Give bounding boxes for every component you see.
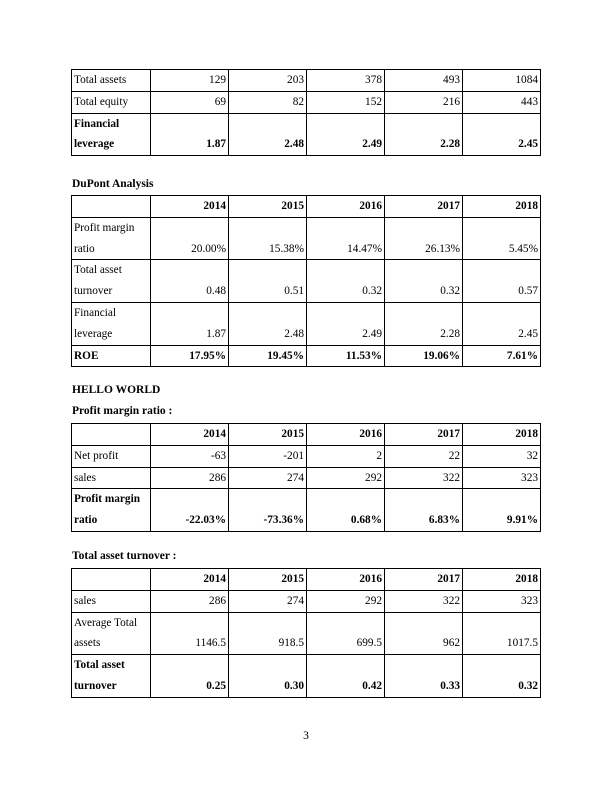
table-cell: 0.32 (307, 260, 385, 303)
section-heading-dupont: DuPont Analysis (72, 178, 154, 190)
header-cell-empty (72, 424, 151, 446)
table-cell: 286 (151, 467, 229, 489)
header-cell-empty (72, 196, 151, 218)
row-label-line: Total asset (74, 264, 122, 277)
table-cell: 26.13% (385, 217, 463, 260)
header-cell: 2018 (463, 424, 541, 446)
table-cell: 0.48 (151, 260, 229, 303)
table-header-row (72, 569, 541, 591)
header-cell: 2015 (229, 569, 307, 591)
asset-turnover-table (71, 568, 541, 698)
table-cell: 274 (229, 467, 307, 489)
header-cell: 2017 (385, 196, 463, 218)
table-cell: 6.83% (385, 489, 463, 532)
row-label-line: Financial (74, 117, 120, 130)
header-cell: 2015 (229, 196, 307, 218)
table-cell: 0.51 (229, 260, 307, 303)
table-cell: 443 (463, 91, 541, 113)
section-heading-asset-turnover: Total asset turnover : (72, 550, 177, 562)
table-cell: 2.28 (385, 302, 463, 345)
table-cell: 216 (385, 91, 463, 113)
table-row (72, 612, 541, 655)
table-cell: -63 (151, 445, 229, 467)
row-label: ROE (72, 345, 151, 367)
table-row (72, 489, 541, 532)
table-cell: 274 (229, 590, 307, 612)
table-cell: 2 (307, 445, 385, 467)
table-cell: 17.95% (151, 345, 229, 367)
header-cell: 2016 (307, 569, 385, 591)
row-label (72, 217, 151, 260)
profit-margin-table (71, 423, 541, 532)
header-cell: 2014 (151, 569, 229, 591)
row-label (72, 612, 151, 655)
table-cell: 0.32 (463, 655, 541, 698)
row-label (72, 113, 151, 156)
row-label (72, 489, 151, 532)
row-label-line: Profit margin (74, 493, 140, 506)
table-cell: 19.06% (385, 345, 463, 367)
row-label: sales (72, 467, 151, 489)
table-cell: 2.45 (463, 302, 541, 345)
table-cell: 286 (151, 590, 229, 612)
table-cell: 0.68% (307, 489, 385, 532)
table-cell: 0.33 (385, 655, 463, 698)
table-cell: -201 (229, 445, 307, 467)
table-cell: 0.32 (385, 260, 463, 303)
table-cell: 152 (307, 91, 385, 113)
table-cell: 1084 (463, 70, 541, 92)
table-row (72, 91, 541, 113)
table-cell: 20.00% (151, 217, 229, 260)
row-label-line: ratio (74, 242, 95, 255)
table-row (72, 345, 541, 367)
row-label-line: leverage (74, 138, 115, 151)
header-cell: 2017 (385, 424, 463, 446)
row-label-line: Average Total (74, 616, 138, 629)
table-row (72, 655, 541, 698)
table-cell: 7.61% (463, 345, 541, 367)
table-cell: 962 (385, 612, 463, 655)
row-label: Total equity (72, 91, 151, 113)
table-cell: 203 (229, 70, 307, 92)
table-cell: 699.5 (307, 612, 385, 655)
leverage-table (71, 69, 541, 156)
row-label: Total assets (72, 70, 151, 92)
table-row (72, 302, 541, 345)
table-row (72, 70, 541, 92)
table-cell: 292 (307, 467, 385, 489)
table-cell: 322 (385, 590, 463, 612)
page-number: 3 (303, 730, 309, 742)
row-label: sales (72, 590, 151, 612)
table-cell: -22.03% (151, 489, 229, 532)
table-row (72, 467, 541, 489)
table-cell: 292 (307, 590, 385, 612)
table-row (72, 260, 541, 303)
row-label-line: Profit margin (74, 221, 135, 234)
table-cell: 2.48 (229, 302, 307, 345)
header-cell-empty (72, 569, 151, 591)
table-cell: 1017.5 (463, 612, 541, 655)
table-cell: 2.49 (307, 302, 385, 345)
header-cell: 2014 (151, 424, 229, 446)
section-heading-profit-margin: Profit margin ratio : (72, 405, 173, 417)
table-cell: 22 (385, 445, 463, 467)
table-cell: 69 (151, 91, 229, 113)
row-label-line: ratio (74, 514, 98, 527)
table-cell: 2.28 (385, 113, 463, 156)
table-row (72, 445, 541, 467)
table-cell: 129 (151, 70, 229, 92)
header-cell: 2016 (307, 196, 385, 218)
table-cell: 2.49 (307, 113, 385, 156)
table-cell: 15.38% (229, 217, 307, 260)
dupont-table (71, 195, 541, 367)
table-cell: 2.48 (229, 113, 307, 156)
table-cell: 14.47% (307, 217, 385, 260)
table-cell: 82 (229, 91, 307, 113)
table-row (72, 113, 541, 156)
header-cell: 2016 (307, 424, 385, 446)
table-row (72, 590, 541, 612)
header-cell: 2014 (151, 196, 229, 218)
table-cell: 11.53% (307, 345, 385, 367)
table-row (72, 217, 541, 260)
table-cell: 1.87 (151, 302, 229, 345)
table-cell: 19.45% (229, 345, 307, 367)
table-cell: 9.91% (463, 489, 541, 532)
header-cell: 2017 (385, 569, 463, 591)
section-heading-hello: HELLO WORLD (72, 384, 161, 396)
table-cell: 322 (385, 467, 463, 489)
table-header-row (72, 424, 541, 446)
table-cell: 323 (463, 467, 541, 489)
row-label (72, 302, 151, 345)
header-cell: 2018 (463, 569, 541, 591)
row-label (72, 260, 151, 303)
table-cell: 0.30 (229, 655, 307, 698)
row-label: Net profit (72, 445, 151, 467)
table-cell: 493 (385, 70, 463, 92)
table-cell: 323 (463, 590, 541, 612)
table-cell: 1146.5 (151, 612, 229, 655)
table-cell: 32 (463, 445, 541, 467)
row-label-line: turnover (74, 285, 113, 298)
table-cell: 2.45 (463, 113, 541, 156)
table-cell: 918.5 (229, 612, 307, 655)
header-cell: 2015 (229, 424, 307, 446)
row-label-line: Total asset (74, 659, 125, 672)
table-cell: 0.25 (151, 655, 229, 698)
table-cell: 1.87 (151, 113, 229, 156)
table-cell: 0.57 (463, 260, 541, 303)
table-cell: 0.42 (307, 655, 385, 698)
row-label-line: assets (74, 637, 101, 650)
table-header-row (72, 196, 541, 218)
row-label (72, 655, 151, 698)
header-cell: 2018 (463, 196, 541, 218)
table-cell: -73.36% (229, 489, 307, 532)
row-label-line: Financial (74, 306, 117, 319)
row-label-line: leverage (74, 327, 113, 340)
table-cell: 378 (307, 70, 385, 92)
table-cell: 5.45% (463, 217, 541, 260)
row-label-line: turnover (74, 679, 117, 692)
